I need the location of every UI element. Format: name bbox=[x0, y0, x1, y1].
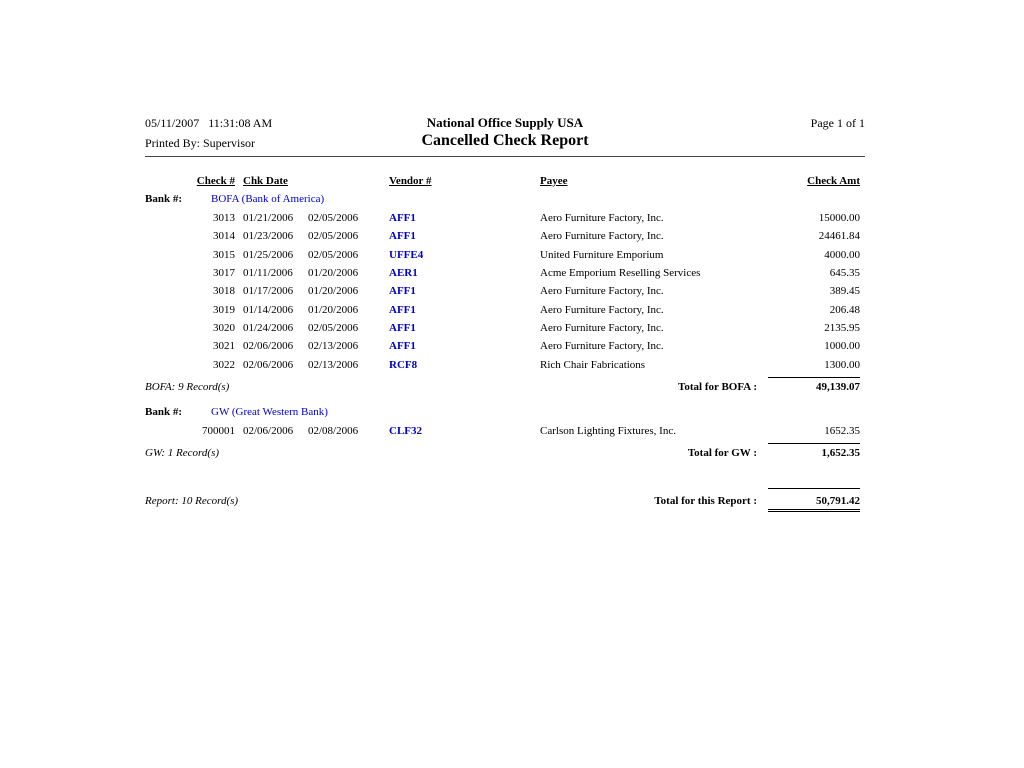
bank-name-link[interactable]: BOFA (Bank of America) bbox=[211, 193, 325, 205]
check-amount: 2135.95 bbox=[824, 322, 860, 334]
payee-name: Rich Chair Fabrications bbox=[540, 359, 646, 371]
check-number: 3018 bbox=[213, 285, 235, 297]
bank-total-amount: 1,652.35 bbox=[768, 443, 860, 459]
table-row bbox=[145, 322, 860, 335]
clear-date: 02/05/2006 bbox=[308, 322, 359, 334]
check-amount: 645.35 bbox=[829, 267, 860, 279]
report-total-label: Total for this Report : bbox=[654, 495, 757, 507]
check-number: 3019 bbox=[213, 304, 235, 316]
page-indicator: Page 1 of 1 bbox=[810, 116, 865, 130]
check-amount: 4000.00 bbox=[824, 249, 860, 261]
check-number: 700001 bbox=[202, 425, 235, 437]
bank-record-count: GW: 1 Record(s) bbox=[145, 447, 220, 459]
bank-number-label: Bank #: bbox=[145, 406, 182, 418]
column-header-amount: Check Amt bbox=[807, 175, 860, 187]
check-amount: 1300.00 bbox=[824, 359, 860, 371]
clear-date: 02/05/2006 bbox=[308, 212, 359, 224]
check-number: 3020 bbox=[213, 322, 235, 334]
bank-group-header bbox=[145, 406, 860, 418]
check-number: 3013 bbox=[213, 212, 235, 224]
clear-date: 01/20/2006 bbox=[308, 267, 359, 279]
clear-date: 02/13/2006 bbox=[308, 340, 359, 352]
payee-name: United Furniture Emporium bbox=[540, 249, 664, 261]
clear-date: 01/20/2006 bbox=[308, 285, 359, 297]
payee-name: Aero Furniture Factory, Inc. bbox=[540, 230, 664, 242]
payee-name: Aero Furniture Factory, Inc. bbox=[540, 304, 664, 316]
check-amount: 1652.35 bbox=[824, 425, 860, 437]
table-row bbox=[145, 230, 860, 243]
check-date: 01/23/2006 bbox=[243, 230, 294, 242]
bank-record-count: BOFA: 9 Record(s) bbox=[145, 381, 230, 393]
table-row bbox=[145, 249, 860, 262]
bank-total-label: Total for GW : bbox=[687, 447, 757, 459]
vendor-code-link[interactable]: AFF1 bbox=[389, 322, 416, 334]
check-number: 3022 bbox=[213, 359, 235, 371]
bank-name-link[interactable]: GW (Great Western Bank) bbox=[211, 406, 328, 418]
vendor-code-link[interactable]: AFF1 bbox=[389, 212, 416, 224]
bank-number-label: Bank #: bbox=[145, 193, 182, 205]
bank-group-header bbox=[145, 193, 860, 205]
payee-name: Aero Furniture Factory, Inc. bbox=[540, 285, 664, 297]
vendor-code-link[interactable]: UFFE4 bbox=[389, 249, 424, 261]
table-row bbox=[145, 425, 860, 438]
table-row bbox=[145, 304, 860, 317]
vendor-code-link[interactable]: AFF1 bbox=[389, 285, 416, 297]
report-record-count: Report: 10 Record(s) bbox=[145, 495, 239, 507]
bank-total-amount: 49,139.07 bbox=[768, 377, 860, 393]
check-number: 3021 bbox=[213, 340, 235, 352]
table-row bbox=[145, 340, 860, 353]
payee-name: Aero Furniture Factory, Inc. bbox=[540, 212, 664, 224]
check-date: 02/06/2006 bbox=[243, 425, 294, 437]
check-amount: 1000.00 bbox=[824, 340, 860, 352]
column-header-clr-date bbox=[308, 175, 389, 188]
column-header-chk-date: Chk Date bbox=[243, 175, 288, 187]
table-row bbox=[145, 212, 860, 225]
header-divider bbox=[145, 156, 865, 157]
check-number: 3015 bbox=[213, 249, 235, 261]
check-amount: 15000.00 bbox=[818, 212, 860, 224]
report-total-row bbox=[145, 488, 860, 512]
check-date: 01/25/2006 bbox=[243, 249, 294, 261]
vendor-code-link[interactable]: RCF8 bbox=[389, 359, 418, 371]
vendor-code-link[interactable]: AFF1 bbox=[389, 230, 416, 242]
bank-total-label: Total for BOFA : bbox=[678, 381, 757, 393]
payee-name: Acme Emporium Reselling Services bbox=[540, 267, 701, 279]
check-amount: 389.45 bbox=[829, 285, 860, 297]
payee-name: Carlson Lighting Fixtures, Inc. bbox=[540, 425, 676, 437]
check-date: 02/06/2006 bbox=[243, 340, 294, 352]
check-amount: 206.48 bbox=[829, 304, 860, 316]
report-total-amount: 50,791.42 bbox=[768, 488, 860, 512]
column-header-vendor: Vendor # bbox=[389, 175, 432, 187]
check-date: 02/06/2006 bbox=[243, 359, 294, 371]
cancelled-check-report bbox=[145, 0, 865, 768]
report-datetime: 05/11/2007 11:31:08 AM bbox=[145, 116, 273, 130]
clear-date: 02/05/2006 bbox=[308, 249, 359, 261]
printed-by: Printed By: Supervisor bbox=[145, 136, 255, 150]
clear-date: 02/08/2006 bbox=[308, 425, 359, 437]
vendor-code-link[interactable]: AFF1 bbox=[389, 340, 416, 352]
check-number: 3017 bbox=[213, 267, 235, 279]
table-row bbox=[145, 359, 860, 372]
check-date: 01/14/2006 bbox=[243, 304, 294, 316]
check-number: 3014 bbox=[213, 230, 235, 242]
check-date: 01/21/2006 bbox=[243, 212, 294, 224]
check-date: 01/17/2006 bbox=[243, 285, 294, 297]
check-date: 01/24/2006 bbox=[243, 322, 294, 334]
report-title: Cancelled Check Report bbox=[421, 132, 589, 149]
clear-date: 02/13/2006 bbox=[308, 359, 359, 371]
company-name: National Office Supply USA bbox=[426, 115, 584, 130]
check-date: 01/11/2006 bbox=[243, 267, 293, 279]
vendor-code-link[interactable]: CLF32 bbox=[389, 425, 422, 437]
payee-name: Aero Furniture Factory, Inc. bbox=[540, 322, 664, 334]
vendor-code-link[interactable]: AFF1 bbox=[389, 304, 416, 316]
bank-subtotal-row bbox=[145, 443, 860, 459]
clear-date: 01/20/2006 bbox=[308, 304, 359, 316]
column-header-row bbox=[145, 175, 860, 188]
check-amount: 24461.84 bbox=[818, 230, 860, 242]
bank-subtotal-row bbox=[145, 377, 860, 393]
clear-date: 02/05/2006 bbox=[308, 230, 359, 242]
column-header-check: Check # bbox=[196, 175, 235, 187]
payee-name: Aero Furniture Factory, Inc. bbox=[540, 340, 664, 352]
table-row bbox=[145, 285, 860, 298]
table-row bbox=[145, 267, 860, 280]
vendor-code-link[interactable]: AER1 bbox=[389, 267, 418, 279]
column-header-payee: Payee bbox=[540, 175, 568, 187]
